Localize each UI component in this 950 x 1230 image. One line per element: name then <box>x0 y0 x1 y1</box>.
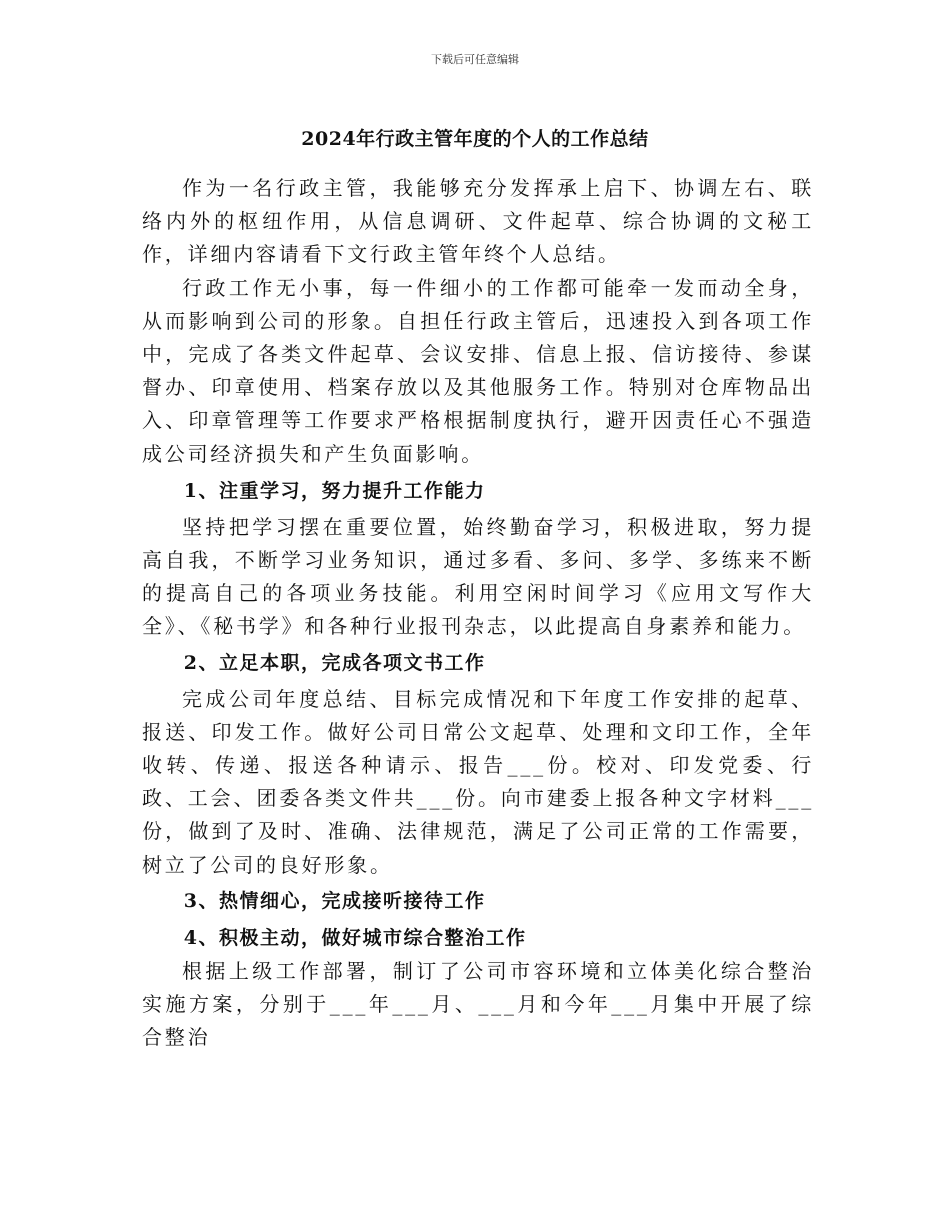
page-header: 下载后可任意编辑 <box>431 53 519 66</box>
document-title: 2024年行政主管年度的个人的工作总结 <box>301 128 649 150</box>
section-heading-4: 4、积极主动，做好城市综合整治工作 <box>183 926 527 949</box>
section-heading-2: 2、立足本职，完成各项文书工作 <box>183 651 486 674</box>
section-heading-1: 1、注重学习，努力提升工作能力 <box>183 479 486 502</box>
document-body <box>142 172 814 1054</box>
paragraph-intro: 作为一名行政主管，我能够充分发挥承上启下、协调左右、联络内外的枢纽作用，从信息调研、文件起草、综合协调的文秘工作，详细内容请看下文行政主管年终个人总结。 <box>142 176 814 267</box>
paragraph-learning: 坚持把学习摆在重要位置，始终勤奋学习，积极进取，努力提高自我，不断学习业务知识，通过多看、多问、多学、多练来不断的提高自己的各项业务技能。利用空闲时间学习《应用文写作大全》、《秘书学》和各种行业报刊杂志，以此提高自身素养和能力。 <box>142 514 814 639</box>
paragraph-admin-work: 行政工作无小事，每一件细小的工作都可能牵一发而动全身，从而影响到公司的形象。自担任行政主管后，迅速投入到各项工作中，完成了各类文件起草、会议安排、信息上报、信访接待、参谋督办、印章使用、档案存放以及其他服务工作。特别对仓库物品出入、印章管理等工作要求严格根据制度执行，避开因责任心不强造成公司经济损失和产生负面影响。 <box>142 275 814 466</box>
paragraph-city-rectification: 根据上级工作部署，制订了公司市容环境和立体美化综合整治实施方案，分别于___年___月、___月和今年___月集中开展了综合整治 <box>142 958 814 1050</box>
section-heading-3: 3、热情细心，完成接听接待工作 <box>183 889 486 912</box>
paragraph-documents: 完成公司年度总结、目标完成情况和下年度工作安排的起草、报送、印发工作。做好公司日常公文起草、处理和文印工作，全年收转、传递、报送各种请示、报告___份。校对、印发党委、行政、工会、团委各类文件共___份。向市建委上报各种文字材料___份，做到了及时、准确、法律规范，满足了公司正常的工作需要，树立了公司的良好形象。 <box>142 686 814 877</box>
